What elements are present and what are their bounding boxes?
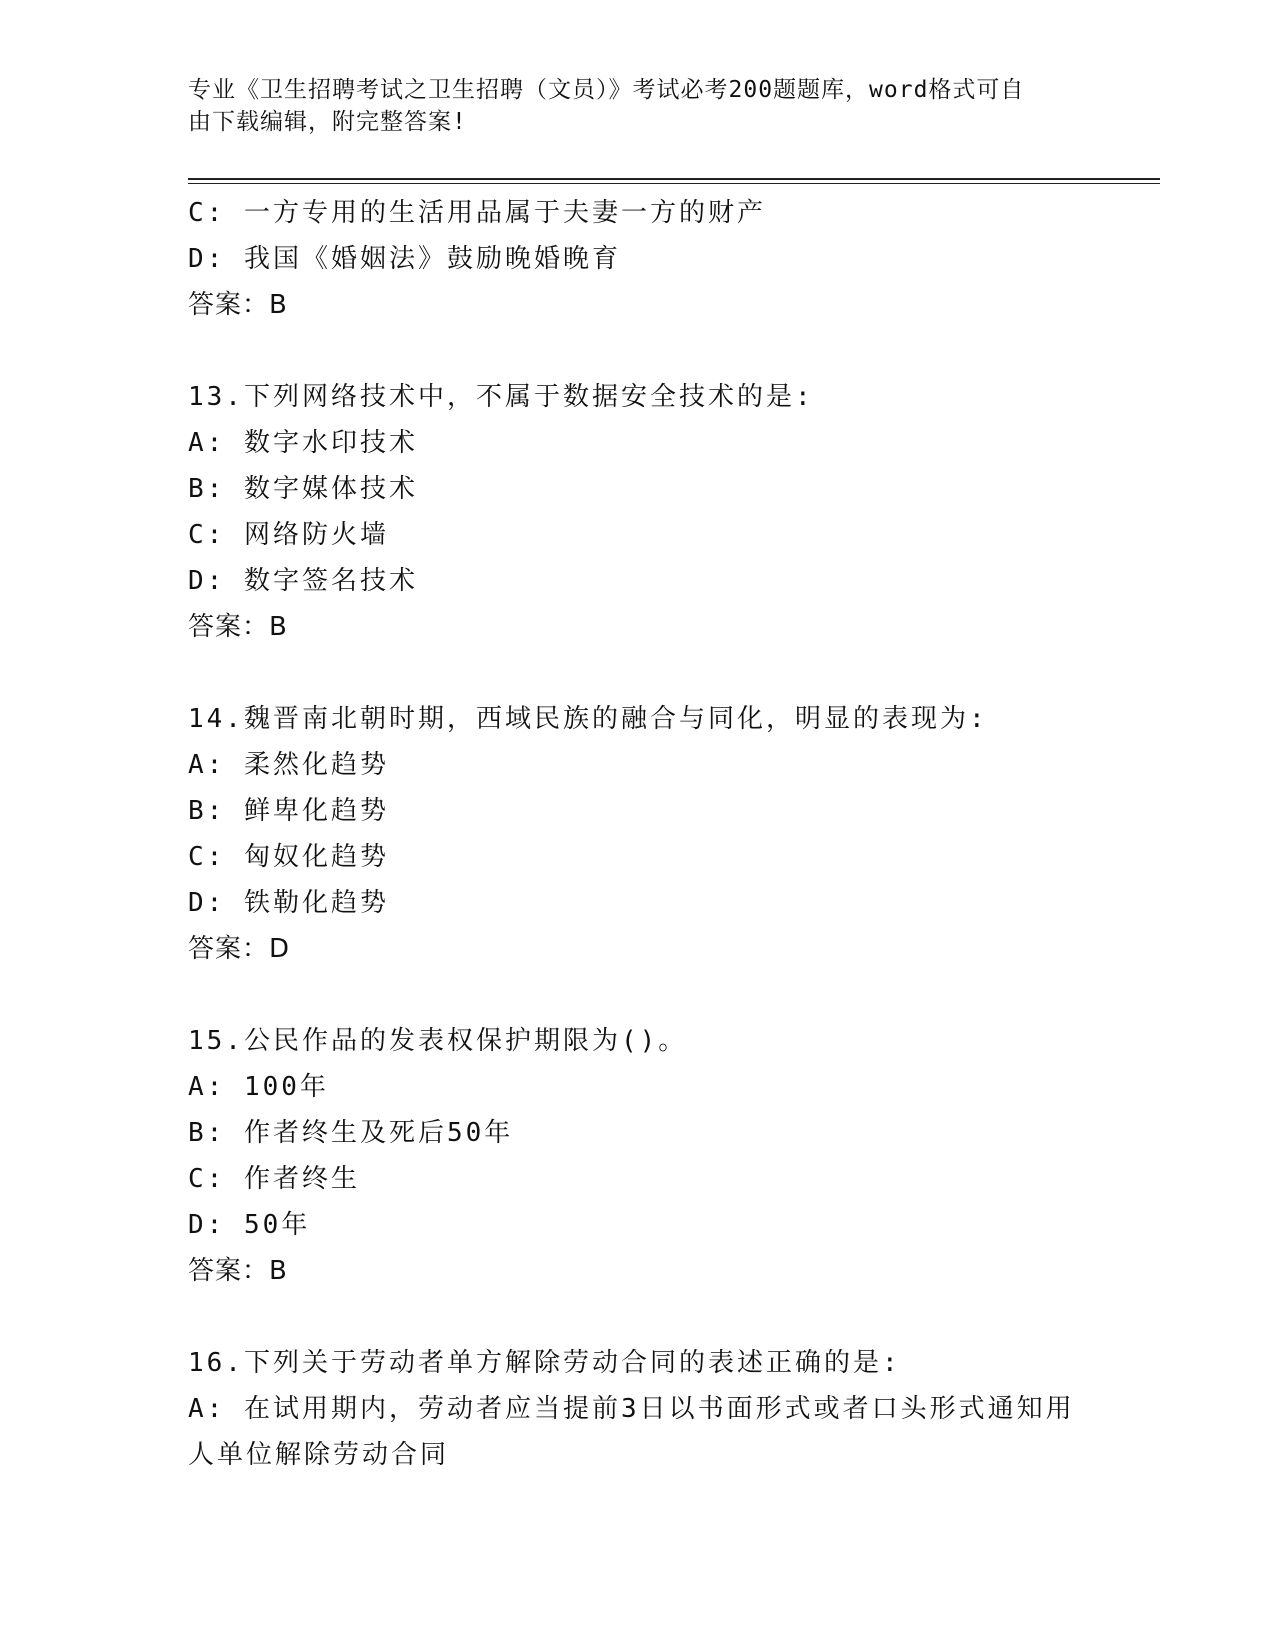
answer-label: 答案：B (188, 290, 288, 320)
option-c: C: 作者终生 (188, 1164, 360, 1194)
option-d: D: 50年 (188, 1210, 311, 1240)
option-a: A: 100年 (188, 1072, 329, 1102)
header-line-2: 由下载编辑，附完整答案! (188, 109, 467, 135)
option-a: A: 柔然化趋势 (188, 750, 389, 780)
question-block-12-carryover (188, 190, 1088, 328)
header-divider-thin (188, 183, 1160, 184)
option-c: C: 匈奴化趋势 (188, 842, 389, 872)
option-b: B: 数字媒体技术 (188, 474, 418, 504)
question-stem: 13.下列网络技术中，不属于数据安全技术的是: (188, 382, 814, 412)
question-block-13 (188, 374, 1088, 650)
question-block-15 (188, 1018, 1088, 1294)
option-a: A: 数字水印技术 (188, 428, 418, 458)
option-c: C: 一方专用的生活用品属于夫妻一方的财产 (188, 198, 766, 228)
question-stem: 16.下列关于劳动者单方解除劳动合同的表述正确的是: (188, 1348, 901, 1378)
answer-label: 答案：D (188, 934, 291, 964)
option-a-line-1: A: 在试用期内，劳动者应当提前3日以书面形式或者口头形式通知用 (188, 1394, 1075, 1424)
option-c: C: 网络防火墙 (188, 520, 389, 550)
document-header (188, 74, 1088, 138)
question-list (188, 190, 1088, 1478)
question-block-14 (188, 696, 1088, 972)
answer-label: 答案：B (188, 1256, 288, 1286)
answer-label: 答案：B (188, 612, 288, 642)
question-block-16 (188, 1340, 1088, 1478)
spacer (188, 972, 1088, 1018)
header-line-1: 专业《卫生招聘考试之卫生招聘（文员）》考试必考200题题库，word格式可自 (188, 77, 1025, 103)
spacer (188, 1294, 1088, 1340)
option-a-line-2: 人单位解除劳动合同 (188, 1440, 450, 1470)
question-stem: 14.魏晋南北朝时期，西域民族的融合与同化，明显的表现为: (188, 704, 988, 734)
spacer (188, 328, 1088, 374)
question-stem: 15.公民作品的发表权保护期限为()。 (188, 1026, 688, 1056)
option-d: D: 数字签名技术 (188, 566, 418, 596)
option-d: D: 我国《婚姻法》鼓励晚婚晚育 (188, 244, 621, 274)
option-d: D: 铁勒化趋势 (188, 888, 389, 918)
option-b: B: 作者终生及死后50年 (188, 1118, 514, 1148)
spacer (188, 650, 1088, 696)
header-divider-thick (188, 178, 1160, 180)
option-b: B: 鲜卑化趋势 (188, 796, 389, 826)
